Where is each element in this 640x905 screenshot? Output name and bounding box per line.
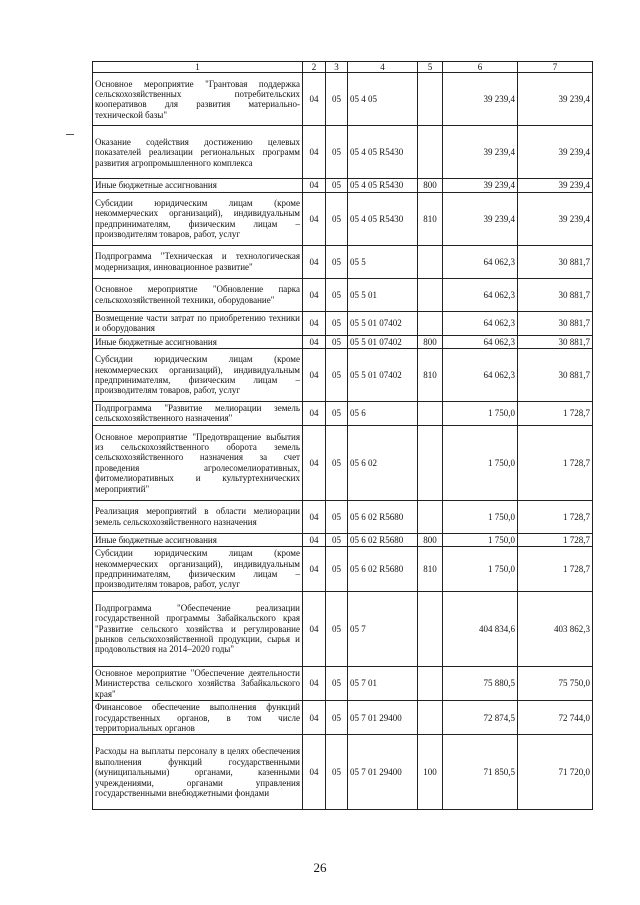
section-code: 04 (303, 533, 326, 546)
row-description: Основное мероприятие "Предотвращение выбытия из сельскохозяйственного оборота земель сельскохозяйственного назначения за счет проведения агролесомелиоративных, фитомелиоративных и культуртехнических мероприятий" (93, 425, 303, 500)
row-description: Подпрограмма "Обеспечение реализации государственной программы Забайкальского края "Развитие сельского хозяйства и регулирование рынков сельскохозяйственной продукции, сырья и продовольствия на 2014–2020 годы" (93, 591, 303, 666)
table-row (93, 425, 593, 500)
row-description: Иные бюджетные ассигнования (93, 335, 303, 348)
table-row (93, 500, 593, 533)
subsection-code: 05 (326, 73, 348, 126)
amount-col-7: 1 728,7 (518, 500, 593, 533)
target-article-code: 05 5 01 (348, 278, 418, 311)
expense-type-code: 810 (418, 349, 443, 402)
section-code: 04 (303, 425, 326, 500)
col-header-3: 3 (326, 62, 348, 73)
target-article-code: 05 5 01 07402 (348, 335, 418, 348)
col-header-1: 1 (93, 62, 303, 73)
amount-col-6: 64 062,3 (443, 245, 518, 278)
amount-col-6: 1 750,0 (443, 533, 518, 546)
amount-col-7: 72 744,0 (518, 701, 593, 735)
section-code: 04 (303, 192, 326, 245)
table-row (93, 349, 593, 402)
row-description: Субсидии юридическим лицам (кроме некоммерческих организаций), индивидуальным предпринимателям, физическим лицам – производителям товаров, работ, услуг (93, 349, 303, 402)
subsection-code: 05 (326, 311, 348, 335)
amount-col-6: 75 880,5 (443, 666, 518, 700)
amount-col-7: 39 239,4 (518, 192, 593, 245)
subsection-code: 05 (326, 349, 348, 402)
table-row (93, 245, 593, 278)
row-description: Основное мероприятие "Грантовая поддержка сельскохозяйственных потребительских кооперативов для развития материально-технической базы" (93, 73, 303, 126)
section-code: 04 (303, 500, 326, 533)
expense-type-code (418, 311, 443, 335)
expense-type-code (418, 245, 443, 278)
expense-type-code (418, 126, 443, 179)
col-header-5: 5 (418, 62, 443, 73)
subsection-code: 05 (326, 735, 348, 810)
subsection-code: 05 (326, 278, 348, 311)
amount-col-7: 30 881,7 (518, 278, 593, 311)
section-code: 04 (303, 278, 326, 311)
expense-type-code (418, 425, 443, 500)
subsection-code: 05 (326, 500, 348, 533)
amount-col-6: 1 750,0 (443, 500, 518, 533)
table-row (93, 533, 593, 546)
section-code: 04 (303, 126, 326, 179)
target-article-code: 05 6 02 (348, 425, 418, 500)
expense-type-code (418, 701, 443, 735)
amount-col-7: 1 728,7 (518, 547, 593, 592)
amount-col-6: 71 850,5 (443, 735, 518, 810)
amount-col-6: 64 062,3 (443, 335, 518, 348)
amount-col-6: 64 062,3 (443, 311, 518, 335)
table-row (93, 547, 593, 592)
subsection-code: 05 (326, 425, 348, 500)
amount-col-7: 1 728,7 (518, 533, 593, 546)
target-article-code: 05 7 01 29400 (348, 735, 418, 810)
table-row (93, 179, 593, 192)
expense-type-code: 810 (418, 547, 443, 592)
expense-type-code: 800 (418, 179, 443, 192)
section-code: 04 (303, 591, 326, 666)
row-description: Реализация мероприятий в области мелиорации земель сельскохозяйственного назначения (93, 500, 303, 533)
row-description: Финансовое обеспечение выполнения функций государственных органов, в том числе территориальных органов (93, 701, 303, 735)
amount-col-7: 71 720,0 (518, 735, 593, 810)
amount-col-7: 30 881,7 (518, 245, 593, 278)
expense-type-code: 100 (418, 735, 443, 810)
target-article-code: 05 6 02 R5680 (348, 547, 418, 592)
table-row (93, 666, 593, 700)
subsection-code: 05 (326, 533, 348, 546)
amount-col-6: 64 062,3 (443, 349, 518, 402)
expense-type-code (418, 666, 443, 700)
expense-type-code: 800 (418, 533, 443, 546)
row-description: Субсидии юридическим лицам (кроме некоммерческих организаций), индивидуальным предпринимателям, физическим лицам – производителям товаров, работ, услуг (93, 547, 303, 592)
target-article-code: 05 4 05 (348, 73, 418, 126)
table-row (93, 278, 593, 311)
target-article-code: 05 5 01 07402 (348, 311, 418, 335)
amount-col-7: 39 239,4 (518, 126, 593, 179)
target-article-code: 05 7 (348, 591, 418, 666)
amount-col-7: 30 881,7 (518, 349, 593, 402)
target-article-code: 05 6 02 R5680 (348, 533, 418, 546)
amount-col-7: 1 728,7 (518, 425, 593, 500)
row-description: Основное мероприятие "Обновление парка сельскохозяйственной техники, оборудование" (93, 278, 303, 311)
col-header-7: 7 (518, 62, 593, 73)
expense-type-code: 810 (418, 192, 443, 245)
row-description: Субсидии юридическим лицам (кроме некоммерческих организаций), индивидуальным предпринимателям, физическим лицам – производителям товаров, работ, услуг (93, 192, 303, 245)
subsection-code: 05 (326, 335, 348, 348)
subsection-code: 05 (326, 591, 348, 666)
table-row (93, 311, 593, 335)
target-article-code: 05 6 02 R5680 (348, 500, 418, 533)
row-description: Оказание содействия достижению целевых показателей реализации региональных программ развития агропромышленного комплекса (93, 126, 303, 179)
target-article-code: 05 5 (348, 245, 418, 278)
subsection-code: 05 (326, 245, 348, 278)
amount-col-6: 1 750,0 (443, 425, 518, 500)
subsection-code: 05 (326, 402, 348, 426)
row-description: Возмещение части затрат по приобретению техники и оборудования (93, 311, 303, 335)
subsection-code: 05 (326, 547, 348, 592)
amount-col-6: 39 239,4 (443, 192, 518, 245)
row-description: Подпрограмма "Развитие мелиорации земель сельскохозяйственного назначения" (93, 402, 303, 426)
row-description: Иные бюджетные ассигнования (93, 533, 303, 546)
section-code: 04 (303, 335, 326, 348)
row-description: Иные бюджетные ассигнования (93, 179, 303, 192)
amount-col-7: 39 239,4 (518, 73, 593, 126)
section-code: 04 (303, 735, 326, 810)
expense-type-code (418, 500, 443, 533)
table-row (93, 701, 593, 735)
row-description: Расходы на выплаты персоналу в целях обеспечения выполнения функций государственными (муниципальными) органами, казенными учреждениями, органами управления государственными внебюджетными фондами (93, 735, 303, 810)
col-header-2: 2 (303, 62, 326, 73)
budget-table (92, 61, 593, 810)
amount-col-7: 30 881,7 (518, 311, 593, 335)
section-code: 04 (303, 311, 326, 335)
section-code: 04 (303, 547, 326, 592)
amount-col-7: 1 728,7 (518, 402, 593, 426)
amount-col-6: 39 239,4 (443, 179, 518, 192)
amount-col-7: 403 862,3 (518, 591, 593, 666)
target-article-code: 05 6 (348, 402, 418, 426)
amount-col-6: 1 750,0 (443, 547, 518, 592)
col-header-6: 6 (443, 62, 518, 73)
target-article-code: 05 4 05 R5430 (348, 179, 418, 192)
table-row (93, 126, 593, 179)
target-article-code: 05 4 05 R5430 (348, 192, 418, 245)
amount-col-7: 39 239,4 (518, 179, 593, 192)
amount-col-7: 75 750,0 (518, 666, 593, 700)
amount-col-6: 39 239,4 (443, 73, 518, 126)
subsection-code: 05 (326, 179, 348, 192)
margin-mark (66, 134, 74, 135)
section-code: 04 (303, 245, 326, 278)
subsection-code: 05 (326, 701, 348, 735)
expense-type-code (418, 73, 443, 126)
table-row (93, 73, 593, 126)
table-row (93, 192, 593, 245)
expense-type-code (418, 591, 443, 666)
section-code: 04 (303, 349, 326, 402)
amount-col-6: 39 239,4 (443, 126, 518, 179)
target-article-code: 05 5 01 07402 (348, 349, 418, 402)
amount-col-6: 72 874,5 (443, 701, 518, 735)
section-code: 04 (303, 402, 326, 426)
header-row (93, 62, 593, 73)
amount-col-7: 30 881,7 (518, 335, 593, 348)
subsection-code: 05 (326, 192, 348, 245)
amount-col-6: 64 062,3 (443, 278, 518, 311)
subsection-code: 05 (326, 126, 348, 179)
col-header-4: 4 (348, 62, 418, 73)
row-description: Подпрограмма "Техническая и технологическая модернизация, инновационное развитие" (93, 245, 303, 278)
target-article-code: 05 7 01 29400 (348, 701, 418, 735)
section-code: 04 (303, 666, 326, 700)
table-row (93, 591, 593, 666)
budget-table-container (92, 61, 592, 810)
row-description: Основное мероприятие "Обеспечение деятельности Министерства сельского хозяйства Забайкальского края" (93, 666, 303, 700)
section-code: 04 (303, 701, 326, 735)
table-row (93, 335, 593, 348)
table-row (93, 402, 593, 426)
target-article-code: 05 7 01 (348, 666, 418, 700)
section-code: 04 (303, 73, 326, 126)
page-number: 26 (313, 860, 327, 875)
expense-type-code: 800 (418, 335, 443, 348)
target-article-code: 05 4 05 R5430 (348, 126, 418, 179)
table-row (93, 735, 593, 810)
amount-col-6: 404 834,6 (443, 591, 518, 666)
expense-type-code (418, 278, 443, 311)
subsection-code: 05 (326, 666, 348, 700)
amount-col-6: 1 750,0 (443, 402, 518, 426)
expense-type-code (418, 402, 443, 426)
section-code: 04 (303, 179, 326, 192)
